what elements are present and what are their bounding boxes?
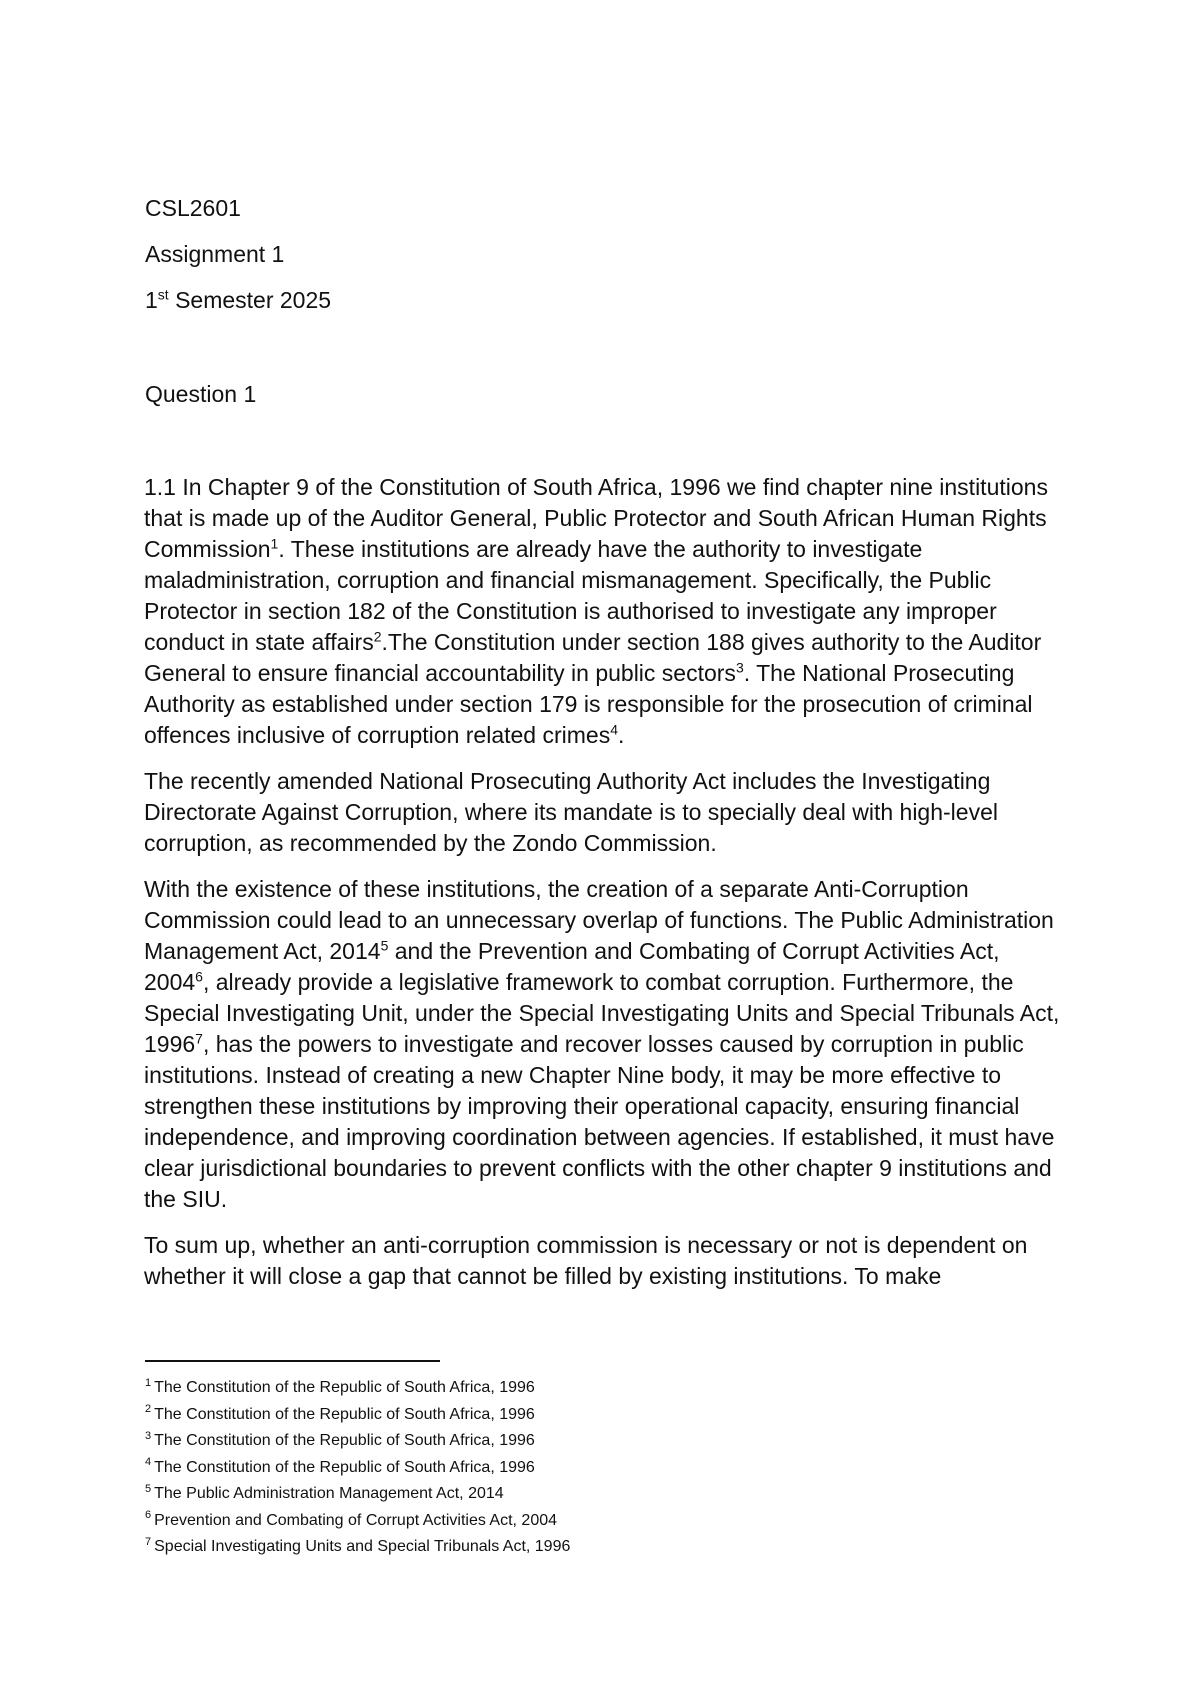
footnote-text: The Constitution of the Republic of South Africa, 1996	[154, 1379, 535, 1396]
footnote-mark: 3	[145, 1429, 152, 1442]
footnote-mark: 5	[145, 1482, 152, 1495]
footnote-6	[145, 1508, 570, 1535]
footnote-ref-5: 5	[380, 937, 389, 954]
footnote-separator	[145, 1360, 440, 1362]
p1-text-d: . The National Prosecuting Authority as established under section 179 is responsible for the prosecution of criminal offences inclusive of corruption related crimes	[144, 660, 1033, 748]
paragraph-4: To sum up, whether an anti-corruption commission is necessary or not is dependent on whether it will close a gap that cannot be filled by existing institutions. To make	[144, 1232, 1028, 1289]
p1-text-c: .The Constitution under section 188 gives authority to the Auditor General to ensure financial accountability in public sectors	[144, 629, 1042, 686]
footnote-ref-3: 3	[735, 659, 744, 676]
paragraph-1	[144, 472, 1064, 751]
document-body	[144, 472, 1064, 1307]
footnote-mark: 6	[145, 1509, 152, 1522]
p1-text-a: 1.1 In Chapter 9 of the Constitution of South Africa, 1996 we find chapter nine institutions that is made up of the Auditor General, Public Protector and South African Human Rights Commission	[144, 474, 1048, 562]
footnote-5	[145, 1481, 570, 1508]
footnote-mark: 1	[145, 1376, 152, 1389]
footnote-text: The Constitution of the Republic of South Africa, 1996	[154, 1405, 535, 1423]
footnote-text: Prevention and Combating of Corrupt Activities Act, 2004	[154, 1511, 558, 1529]
p3-text-c: , already provide a legislative framework to combat corruption. Furthermore, the Special Investigating Unit, under the Special Investigating Units and Special Tribunals Act, 1996	[144, 969, 1060, 1057]
footnote-ref-4: 4	[610, 721, 618, 738]
footnotes-list	[145, 1375, 570, 1561]
footnote-text: Special Investigating Units and Special Tribunals Act, 1996	[154, 1538, 571, 1555]
footnote-mark: 2	[145, 1403, 152, 1416]
footnote-3	[145, 1428, 570, 1455]
p3-text-d: , has the powers to investigate and recover losses caused by corruption in public institutions. Instead of creating a new Chapter Nine body, it may be more effective to strengthen these institutions by improving their operational capacity, ensuring financial independence, and improving coordination between agencies. If established, it must have clear jurisdictional boundaries to prevent conflicts with the other chapter 9 institutions and the SIU.	[144, 1031, 1055, 1212]
footnote-text: The Constitution of the Republic of South Africa, 1996	[154, 1432, 535, 1449]
footnote-text: The Constitution of the Republic of South Africa, 1996	[154, 1458, 535, 1476]
paragraph-2: The recently amended National Prosecuting Authority Act includes the Investigating Directorate Against Corruption, where its mandate is to specially deal with high-level corruption, as recommended by the Zondo Commission.	[144, 768, 998, 856]
assignment-title: Assignment 1	[145, 241, 285, 267]
p1-text-b: . These institutions are already have the authority to investigate maladministration, corruption and financial mismanagement. Specifically, the Public Protector in section 182 of the Constitution is authorised to investigate any improper conduct in state affairs	[144, 536, 997, 655]
footnote-mark: 7	[145, 1535, 152, 1548]
footnote-ref-1: 1	[270, 535, 279, 552]
footnote-text: The Public Administration Management Act, 2014	[154, 1485, 504, 1502]
semester-suffix: st	[157, 286, 169, 303]
paragraph-3	[144, 874, 1064, 1215]
footnote-4	[145, 1455, 570, 1482]
footnote-mark: 4	[145, 1456, 152, 1469]
footnote-ref-6: 6	[195, 968, 203, 985]
semester-line	[145, 286, 331, 314]
footnote-1	[145, 1375, 570, 1402]
course-code: CSL2601	[145, 195, 241, 221]
p3-text-b: and the Prevention and Combating of Corrupt Activities Act, 2004	[144, 938, 1000, 995]
p1-text-e: .	[618, 722, 625, 748]
footnote-7	[145, 1534, 570, 1561]
semester-number: 1	[145, 287, 158, 313]
question-heading: Question 1	[145, 381, 257, 407]
footnote-ref-7: 7	[195, 1030, 203, 1047]
semester-rest: Semester 2025	[168, 287, 332, 313]
footnote-2	[145, 1402, 570, 1429]
footnote-ref-2: 2	[373, 628, 382, 645]
p3-text-a: With the existence of these institutions, the creation of a separate Anti-Corruption Commission could lead to an unnecessary overlap of functions. The Public Administration Management Act, 2014	[144, 876, 1054, 964]
